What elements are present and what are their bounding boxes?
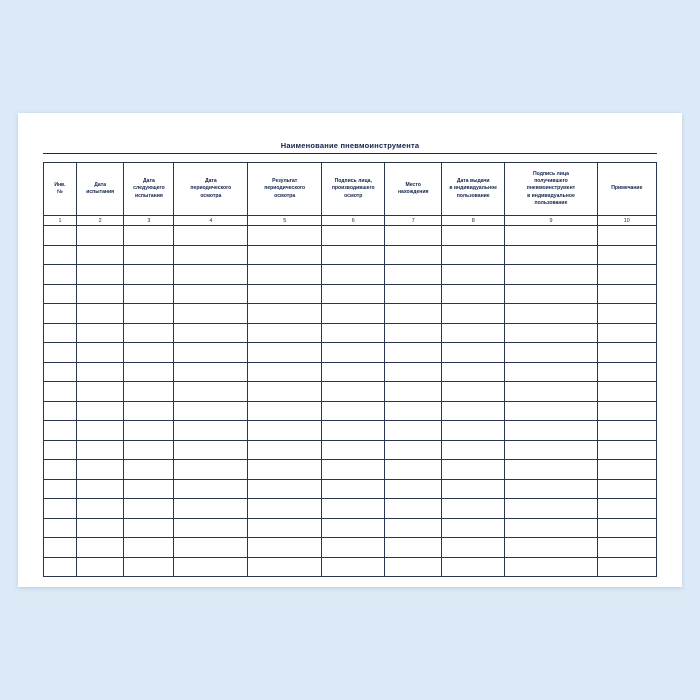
table-cell[interactable] (174, 401, 248, 421)
table-cell[interactable] (124, 226, 174, 246)
table-cell[interactable] (505, 460, 597, 480)
table-cell[interactable] (174, 284, 248, 304)
table-cell[interactable] (44, 518, 77, 538)
table-cell[interactable] (597, 557, 656, 577)
column-number-3: 3 (124, 216, 174, 226)
table-cell[interactable] (76, 284, 123, 304)
table-cell[interactable] (248, 362, 322, 382)
table-cell[interactable] (124, 538, 174, 558)
table-cell[interactable] (44, 304, 77, 324)
column-header-notes: Примечание (597, 163, 656, 216)
table-cell[interactable] (597, 421, 656, 441)
table-cell[interactable] (505, 382, 597, 402)
table-cell[interactable] (76, 518, 123, 538)
table-cell[interactable] (442, 479, 505, 499)
column-number-10: 10 (597, 216, 656, 226)
table-cell[interactable] (597, 284, 656, 304)
table-cell[interactable] (248, 440, 322, 460)
table-cell[interactable] (322, 362, 385, 382)
table-cell[interactable] (124, 557, 174, 577)
table-cell[interactable] (442, 440, 505, 460)
table-cell[interactable] (124, 245, 174, 265)
table-cell[interactable] (124, 343, 174, 363)
table-row (44, 479, 657, 499)
table-row (44, 518, 657, 538)
table-cell[interactable] (76, 304, 123, 324)
table-row (44, 557, 657, 577)
table-cell[interactable] (442, 245, 505, 265)
table-cell[interactable] (385, 499, 442, 519)
column-header-issue-date: Дата выдачи в индивидуальное пользование (442, 163, 505, 216)
column-header-periodic-inspection-result: Результат периодического осмотра (248, 163, 322, 216)
column-header-periodic-inspection-date: Дата периодического осмотра (174, 163, 248, 216)
table-cell[interactable] (322, 226, 385, 246)
table-cell[interactable] (124, 499, 174, 519)
table-cell[interactable] (322, 401, 385, 421)
table-cell[interactable] (322, 518, 385, 538)
table-cell[interactable] (44, 382, 77, 402)
table-cell[interactable] (597, 343, 656, 363)
table-cell[interactable] (442, 304, 505, 324)
table-cell[interactable] (597, 265, 656, 285)
table-cell[interactable] (124, 401, 174, 421)
table-cell[interactable] (76, 343, 123, 363)
column-header-next-test-date: Дата следующего испытания (124, 163, 174, 216)
table-cell[interactable] (597, 323, 656, 343)
table-row (44, 284, 657, 304)
table-cell[interactable] (76, 323, 123, 343)
table-cell[interactable] (442, 362, 505, 382)
column-number-1: 1 (44, 216, 77, 226)
table-row (44, 362, 657, 382)
table-cell[interactable] (505, 284, 597, 304)
register-table (43, 162, 657, 577)
table-cell[interactable] (597, 499, 656, 519)
table-cell[interactable] (442, 323, 505, 343)
column-number-2: 2 (76, 216, 123, 226)
table-cell[interactable] (322, 245, 385, 265)
column-header-location: Место нахождения (385, 163, 442, 216)
table-cell[interactable] (76, 499, 123, 519)
table-cell[interactable] (248, 343, 322, 363)
table-cell[interactable] (505, 557, 597, 577)
table-cell[interactable] (385, 343, 442, 363)
table-cell[interactable] (442, 226, 505, 246)
table-cell[interactable] (385, 421, 442, 441)
table-cell[interactable] (322, 538, 385, 558)
table-row (44, 460, 657, 480)
table-cell[interactable] (597, 304, 656, 324)
table-cell[interactable] (174, 421, 248, 441)
table-cell[interactable] (174, 460, 248, 480)
table-cell[interactable] (248, 499, 322, 519)
table-cell[interactable] (44, 479, 77, 499)
column-number-5: 5 (248, 216, 322, 226)
column-number-8: 8 (442, 216, 505, 226)
table-cell[interactable] (322, 304, 385, 324)
table-cell[interactable] (76, 245, 123, 265)
table-cell[interactable] (124, 440, 174, 460)
document-page (18, 113, 682, 587)
table-cell[interactable] (174, 499, 248, 519)
table-cell[interactable] (597, 362, 656, 382)
table-cell[interactable] (248, 518, 322, 538)
table-cell[interactable] (248, 538, 322, 558)
table-cell[interactable] (44, 557, 77, 577)
table-cell[interactable] (174, 245, 248, 265)
table-row (44, 440, 657, 460)
table-cell[interactable] (248, 323, 322, 343)
table-cell[interactable] (44, 226, 77, 246)
table-cell[interactable] (76, 362, 123, 382)
table-cell[interactable] (44, 362, 77, 382)
page-title: Наименование пневмоинструмента (43, 141, 657, 154)
table-number-row (44, 216, 657, 226)
table-cell[interactable] (44, 460, 77, 480)
table-cell[interactable] (174, 323, 248, 343)
table-cell[interactable] (442, 499, 505, 519)
column-number-9: 9 (505, 216, 597, 226)
table-cell[interactable] (322, 382, 385, 402)
table-cell[interactable] (248, 226, 322, 246)
table-cell[interactable] (505, 440, 597, 460)
table-cell[interactable] (248, 460, 322, 480)
table-cell[interactable] (44, 538, 77, 558)
table-cell[interactable] (248, 245, 322, 265)
table-cell[interactable] (322, 499, 385, 519)
table-cell[interactable] (44, 499, 77, 519)
table-cell[interactable] (322, 479, 385, 499)
table-cell[interactable] (124, 421, 174, 441)
table-cell[interactable] (248, 304, 322, 324)
column-header-inv-no: Инв. № (44, 163, 77, 216)
table-cell[interactable] (597, 226, 656, 246)
table-cell[interactable] (385, 304, 442, 324)
table-cell[interactable] (442, 343, 505, 363)
table-cell[interactable] (505, 343, 597, 363)
table-cell[interactable] (597, 382, 656, 402)
table-row (44, 304, 657, 324)
table-cell[interactable] (248, 265, 322, 285)
table-cell[interactable] (442, 518, 505, 538)
table-cell[interactable] (597, 245, 656, 265)
table-cell[interactable] (174, 343, 248, 363)
table-body (44, 226, 657, 577)
table-cell[interactable] (385, 460, 442, 480)
table-cell[interactable] (385, 265, 442, 285)
table-cell[interactable] (505, 479, 597, 499)
table-cell[interactable] (505, 323, 597, 343)
table-cell[interactable] (44, 421, 77, 441)
table-cell[interactable] (442, 538, 505, 558)
table-cell[interactable] (385, 362, 442, 382)
table-cell[interactable] (76, 421, 123, 441)
table-cell[interactable] (322, 440, 385, 460)
table-cell[interactable] (385, 382, 442, 402)
table-cell[interactable] (124, 284, 174, 304)
table-cell[interactable] (174, 518, 248, 538)
table-cell[interactable] (597, 518, 656, 538)
table-row (44, 323, 657, 343)
table-cell[interactable] (385, 518, 442, 538)
table-cell[interactable] (442, 460, 505, 480)
table-cell[interactable] (597, 440, 656, 460)
table-cell[interactable] (76, 265, 123, 285)
table-cell[interactable] (174, 362, 248, 382)
table-row (44, 226, 657, 246)
column-number-7: 7 (385, 216, 442, 226)
table-cell[interactable] (76, 401, 123, 421)
table-cell[interactable] (505, 518, 597, 538)
table-cell[interactable] (322, 323, 385, 343)
table-cell[interactable] (442, 421, 505, 441)
column-header-receiver-signature: Подпись лица получившего пневмоинструмент в индивидуальное пользование (505, 163, 597, 216)
table-cell[interactable] (597, 479, 656, 499)
table-cell[interactable] (44, 323, 77, 343)
table-cell[interactable] (442, 382, 505, 402)
table-cell[interactable] (76, 440, 123, 460)
table-cell[interactable] (248, 479, 322, 499)
table-cell[interactable] (124, 460, 174, 480)
table-cell[interactable] (174, 557, 248, 577)
table-cell[interactable] (505, 421, 597, 441)
table-cell[interactable] (385, 538, 442, 558)
table-row (44, 382, 657, 402)
table-cell[interactable] (174, 304, 248, 324)
table-cell[interactable] (385, 557, 442, 577)
table-cell[interactable] (442, 284, 505, 304)
table-cell[interactable] (174, 226, 248, 246)
table-cell[interactable] (505, 538, 597, 558)
table-cell[interactable] (505, 499, 597, 519)
table-cell[interactable] (442, 401, 505, 421)
table-cell[interactable] (505, 226, 597, 246)
table-cell[interactable] (76, 460, 123, 480)
column-header-inspector-signature: Подпись лица, производившего осмотр (322, 163, 385, 216)
table-cell[interactable] (44, 440, 77, 460)
table-cell[interactable] (44, 265, 77, 285)
column-header-test-date: Дата испытания (76, 163, 123, 216)
table-cell[interactable] (44, 245, 77, 265)
table-cell[interactable] (248, 421, 322, 441)
table-cell[interactable] (322, 460, 385, 480)
table-cell[interactable] (385, 226, 442, 246)
table-cell[interactable] (76, 479, 123, 499)
table-cell[interactable] (124, 382, 174, 402)
table-cell[interactable] (174, 538, 248, 558)
table-row (44, 538, 657, 558)
table-cell[interactable] (385, 440, 442, 460)
table-cell[interactable] (505, 245, 597, 265)
table-cell[interactable] (505, 265, 597, 285)
table-cell[interactable] (385, 245, 442, 265)
table-cell[interactable] (44, 343, 77, 363)
column-number-6: 6 (322, 216, 385, 226)
table-cell[interactable] (44, 284, 77, 304)
table-cell[interactable] (124, 362, 174, 382)
table-cell[interactable] (76, 226, 123, 246)
table-row (44, 245, 657, 265)
table-cell[interactable] (248, 401, 322, 421)
table-cell[interactable] (76, 557, 123, 577)
table-cell[interactable] (322, 557, 385, 577)
table-cell[interactable] (322, 284, 385, 304)
table-cell[interactable] (124, 323, 174, 343)
table-cell[interactable] (76, 538, 123, 558)
table-cell[interactable] (597, 538, 656, 558)
table-cell[interactable] (505, 304, 597, 324)
table-cell[interactable] (322, 265, 385, 285)
table-cell[interactable] (124, 265, 174, 285)
table-cell[interactable] (505, 401, 597, 421)
table-cell[interactable] (597, 460, 656, 480)
table-cell[interactable] (248, 557, 322, 577)
table-cell[interactable] (124, 479, 174, 499)
table-header-row (44, 163, 657, 216)
table-cell[interactable] (174, 382, 248, 402)
table-cell[interactable] (442, 265, 505, 285)
table-cell[interactable] (385, 284, 442, 304)
table-cell[interactable] (597, 401, 656, 421)
table-cell[interactable] (442, 557, 505, 577)
table-cell[interactable] (174, 440, 248, 460)
table-cell[interactable] (385, 479, 442, 499)
table-cell[interactable] (124, 304, 174, 324)
table-cell[interactable] (505, 362, 597, 382)
table-row (44, 401, 657, 421)
table-cell[interactable] (44, 401, 77, 421)
table-row (44, 265, 657, 285)
document-content (43, 141, 657, 567)
table-cell[interactable] (174, 265, 248, 285)
table-cell[interactable] (322, 421, 385, 441)
table-row (44, 343, 657, 363)
table-row (44, 499, 657, 519)
table-cell[interactable] (248, 382, 322, 402)
table-cell[interactable] (124, 518, 174, 538)
table-cell[interactable] (248, 284, 322, 304)
column-number-4: 4 (174, 216, 248, 226)
table-cell[interactable] (322, 343, 385, 363)
table-cell[interactable] (174, 479, 248, 499)
table-cell[interactable] (76, 382, 123, 402)
table-row (44, 421, 657, 441)
table-cell[interactable] (385, 323, 442, 343)
table-cell[interactable] (385, 401, 442, 421)
